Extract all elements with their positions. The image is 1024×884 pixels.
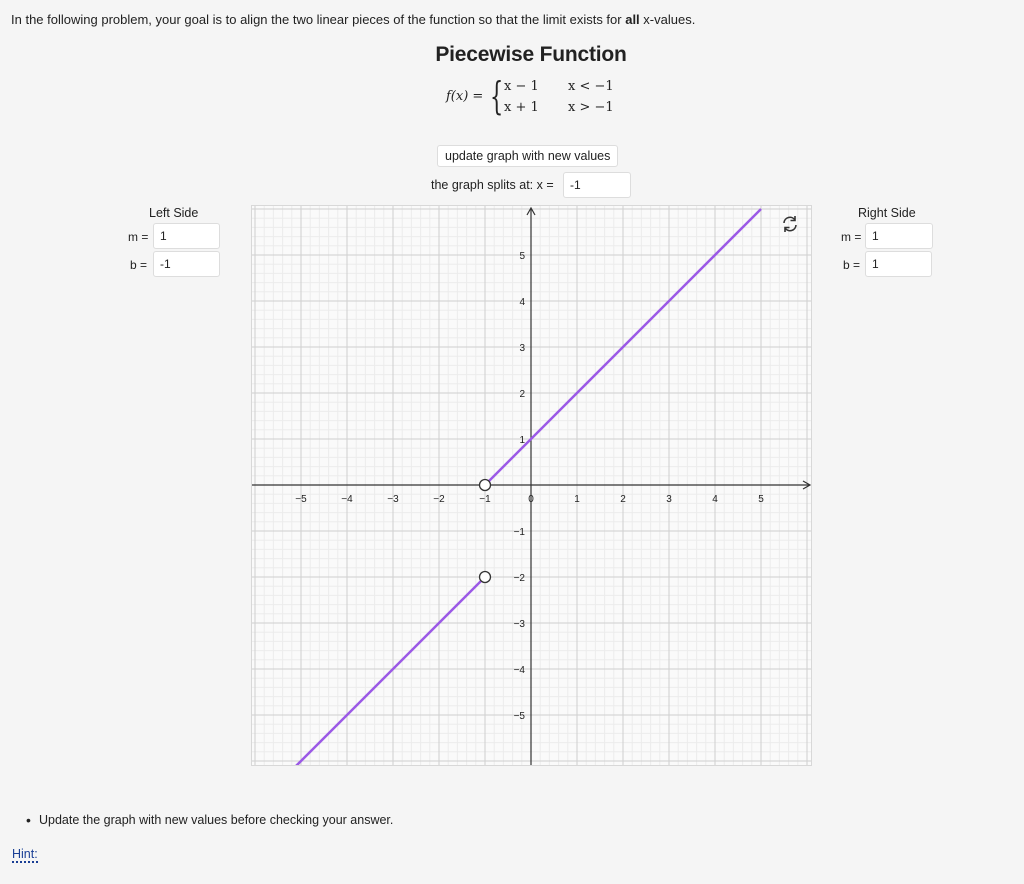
piecewise-formula	[446, 74, 636, 118]
formula-lhs: f(x) =	[446, 89, 484, 104]
y-tick-label: 4	[519, 297, 525, 308]
open-endpoint-1	[480, 572, 491, 583]
split-label: the graph splits at: x =	[431, 178, 554, 192]
x-tick-label: 5	[758, 494, 764, 505]
x-tick-label: 1	[574, 494, 580, 505]
update-graph-button[interactable]: update graph with new values	[437, 145, 618, 167]
hint-link[interactable]: Hint:	[12, 847, 38, 861]
function-graph	[252, 206, 811, 765]
x-tick-label: −2	[433, 494, 445, 505]
x-tick-label: 2	[620, 494, 626, 505]
x-tick-label: −3	[387, 494, 399, 505]
y-tick-label: −3	[513, 619, 525, 630]
x-tick-label: 0	[528, 494, 534, 505]
left-m-label: m =	[128, 230, 149, 244]
formula-condition-2: x > −1	[568, 100, 614, 115]
formula-brace: {	[490, 74, 504, 118]
formula-piece-1: x − 1	[504, 79, 539, 94]
formula-piece-2: x + 1	[504, 100, 539, 115]
y-tick-label: 3	[519, 343, 525, 354]
refresh-icon[interactable]	[780, 214, 800, 234]
formula-condition-1: x < −1	[568, 79, 614, 94]
right-m-label: m =	[841, 230, 862, 244]
open-endpoint-2	[480, 480, 491, 491]
x-tick-label: 4	[712, 494, 718, 505]
bullet-text: Update the graph with new values before checking your answer.	[39, 813, 394, 827]
left-m-input[interactable]: 1	[153, 223, 220, 249]
left-b-input[interactable]: -1	[153, 251, 220, 277]
x-tick-label: 3	[666, 494, 672, 505]
instructions-after: x-values.	[639, 12, 696, 27]
y-tick-label: −5	[513, 711, 525, 722]
instructions-bold: all	[625, 12, 640, 27]
x-tick-label: −1	[479, 494, 491, 505]
instructions-before: In the following problem, your goal is to align the two linear pieces of the function so that the limit exists for	[11, 12, 626, 27]
y-tick-label: −4	[513, 665, 525, 676]
right-b-label: b =	[843, 258, 861, 272]
page-title: Piecewise Function	[435, 43, 627, 66]
y-tick-label: 5	[519, 251, 525, 262]
split-input[interactable]: -1	[563, 172, 631, 198]
y-tick-label: 2	[519, 389, 525, 400]
right-b-input[interactable]: 1	[865, 251, 932, 277]
y-tick-label: −1	[513, 527, 525, 538]
y-tick-label: −2	[513, 573, 525, 584]
x-tick-label: −4	[341, 494, 353, 505]
left-b-label: b =	[130, 258, 148, 272]
x-tick-label: −5	[295, 494, 307, 505]
series-line-1	[255, 577, 485, 765]
y-tick-label: 1	[519, 435, 525, 446]
left-side-title: Left Side	[149, 206, 199, 220]
instruction-bullet	[26, 813, 393, 827]
right-side-title: Right Side	[858, 206, 916, 220]
instructions-text	[11, 12, 695, 27]
graph-panel[interactable]	[251, 205, 812, 766]
right-m-input[interactable]: 1	[865, 223, 933, 249]
